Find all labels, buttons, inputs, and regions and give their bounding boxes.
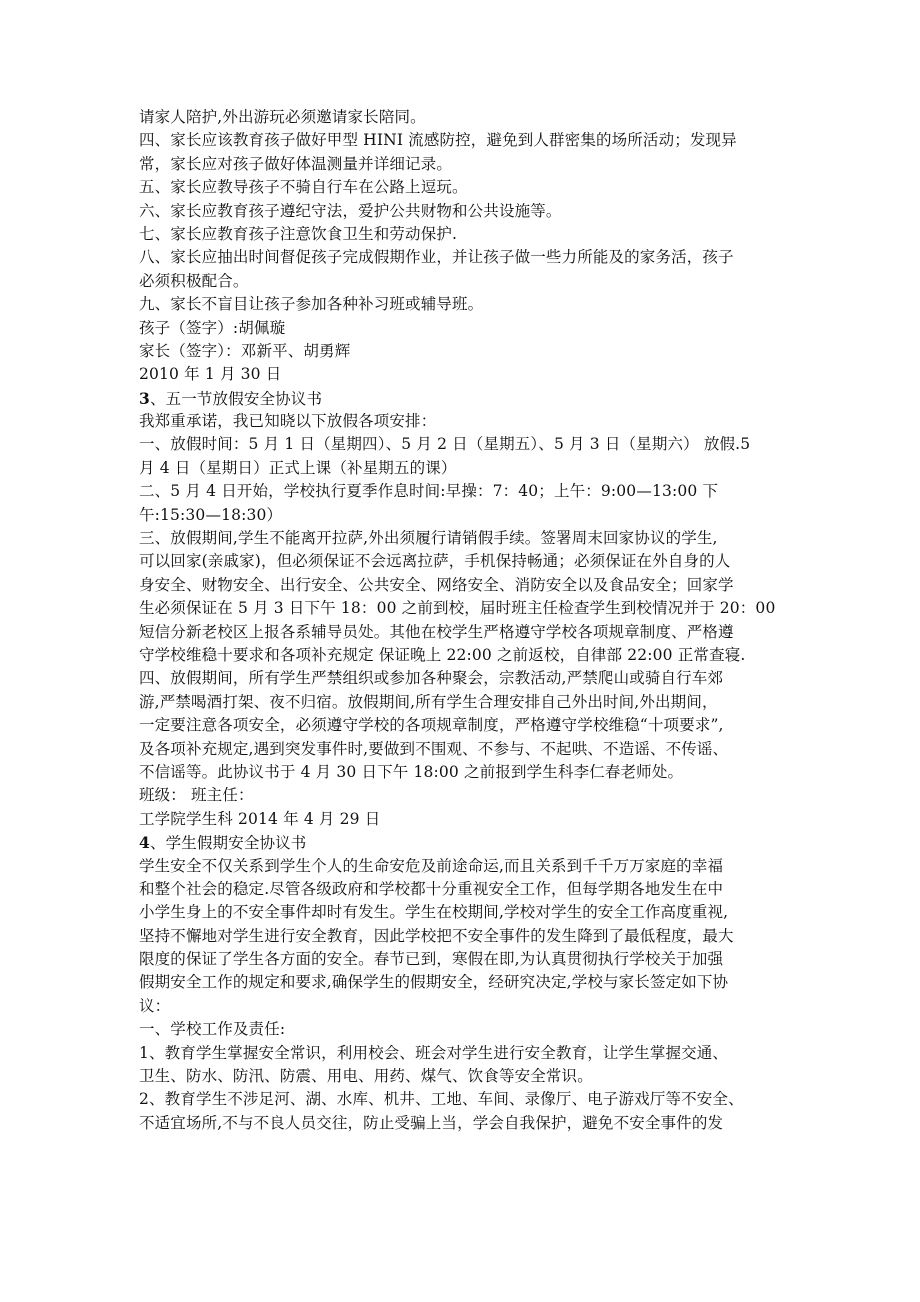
heading-text: 、学生假期安全协议书 xyxy=(149,834,307,853)
text-line: 卫生、防水、防汛、防震、用电、用药、煤气、饮食等安全常识。 xyxy=(139,1067,593,1086)
text-line: 五、家长应教导孩子不骑自行车在公路上逗玩。 xyxy=(139,178,468,197)
text-line: 一定要注意各项安全，必须遵守学校的各项规章制度，严格遵守学校维稳“十项要求”, xyxy=(139,716,724,735)
text-line: 坚持不懈地对学生进行安全教育，因此学校把不安全事件的发生降到了最低程度，最大 xyxy=(139,926,734,945)
text-line: 我郑重承诺，我已知晓以下放假各项安排： xyxy=(139,412,437,431)
text-line: 七、家长应教育孩子注意饮食卫生和劳动保护. xyxy=(139,224,458,243)
child-signature: 孩子（签字）:胡佩璇 xyxy=(139,318,286,337)
text-line: 身安全、财物安全、出行安全、公共安全、网络安全、消防安全以及食品安全；回家学 xyxy=(139,575,734,594)
text-line: 和整个社会的稳定.尽管各级政府和学校都十分重视安全工作，但每学期各地发生在中 xyxy=(139,879,724,898)
text-line: 常，家长应对孩子做好体温测量并详细记录。 xyxy=(139,154,453,173)
text-line: 四、家长应该教育孩子做好甲型 HINI 流感防控，避免到人群密集的场所活动；发现异 xyxy=(139,131,737,150)
text-line: 三、放假期间,学生不能离开拉萨,外出须履行请销假手续。签署周末回家协议的学生, xyxy=(139,529,718,548)
text-line: 可以回家(亲戚家)，但必须保证不会远离拉萨，手机保持畅通；必须保证在外自身的人 xyxy=(139,552,731,571)
text-line: 午:15:30—18:30） xyxy=(139,505,283,524)
text-line: 游,严禁喝酒打架、夜不归宿。放假期间,所有学生合理安排自己外出时间,外出期间， xyxy=(139,692,718,711)
text-line: 月 4 日（星期日）正式上课（补星期五的课） xyxy=(139,458,457,477)
heading-number: 4 xyxy=(139,833,150,853)
text-line: 及各项补充规定,遇到突发事件时,要做到不围观、不参与、不起哄、不造谣、不传谣、 xyxy=(139,739,729,758)
document-page xyxy=(139,106,799,1135)
text-line: 不适宜场所,不与不良人员交往，防止受骗上当，学会自我保护，避免不安全事件的发 xyxy=(139,1113,724,1132)
signature-date: 2010 年 1 月 30 日 xyxy=(139,365,282,384)
text-line: 必须积极配合。 xyxy=(139,271,249,290)
text-line: 请家人陪护,外出游玩必须邀请家长陪同。 xyxy=(139,108,426,126)
class-teacher-line: 班级： 班主任： xyxy=(139,786,254,805)
text-line: 八、家长应抽出时间督促孩子完成假期作业，并让孩子做一些力所能及的家务活，孩子 xyxy=(139,248,734,267)
text-line: 限度的保证了学生各方面的安全。春节已到，寒假在即,为认真贯彻执行学校关于加强 xyxy=(139,950,724,969)
issuer-date-line: 工学院学生科 2014 年 4 月 29 日 xyxy=(139,809,381,828)
text-line: 学生安全不仅关系到学生个人的生命安危及前途命运,而且关系到千千万万家庭的幸福 xyxy=(139,856,724,875)
text-line: 议： xyxy=(139,996,171,1015)
text-line: 假期安全工作的规定和要求,确保学生的假期安全，经研究决定,学校与家长签定如下协 xyxy=(139,973,729,992)
text-line: 不信谣等。此协议书于 4 月 30 日下午 18:00 之前报到学生科李仁春老师处。 xyxy=(139,762,684,781)
heading-text: 、五一节放假安全协议书 xyxy=(149,389,323,408)
text-line: 守学校维稳十要求和各项补充规定 保证晚上 22:00 之前返校，自律部 22:00 正常查寝. xyxy=(139,645,746,664)
text-line: 四、放假期间，所有学生严禁组织或参加各种聚会，宗教活动,严禁爬山或骑自行车郊 xyxy=(139,669,724,688)
text-line: 生必须保证在 5 月 3 日下午 18：00 之前到校，届时班主任检查学生到校情况并于 20：00 xyxy=(139,599,776,618)
heading-number: 3 xyxy=(139,388,150,408)
text-line: 一、放假时间：5 月 1 日（星期四）、5 月 2 日（星期五）、5 月 3 日（星期六） 放假.5 xyxy=(139,435,751,454)
text-line: 一、学校工作及责任: xyxy=(139,1020,286,1039)
text-line: 二、5 月 4 日开始，学校执行夏季作息时间:早操：7：40；上午：9:00—13:00 下 xyxy=(139,482,719,501)
section-heading-3 xyxy=(139,387,799,410)
text-line: 九、家长不盲目让孩子参加各种补习班或辅导班。 xyxy=(139,295,484,314)
text-line: 短信分新老校区上报各系辅导员处。其他在校学生严格遵守学校各项规章制度、严格遵 xyxy=(139,622,734,641)
section-heading-4 xyxy=(139,831,799,854)
text-line: 1、教育学生掌握安全常识，利用校会、班会对学生进行安全教育，让学生掌握交通、 xyxy=(139,1043,729,1062)
text-line: 小学生身上的不安全事件却时有发生。学生在校期间,学校对学生的安全工作高度重视, xyxy=(139,903,729,922)
text-line: 2、教育学生不涉足河、湖、水库、机井、工地、车间、录像厅、电子游戏厅等不安全、 xyxy=(139,1090,744,1109)
text-line: 六、家长应教育孩子遵纪守法，爱护公共财物和公共设施等。 xyxy=(139,201,562,220)
parent-signature: 家长（签字）：邓新平、胡勇辉 xyxy=(139,341,351,360)
